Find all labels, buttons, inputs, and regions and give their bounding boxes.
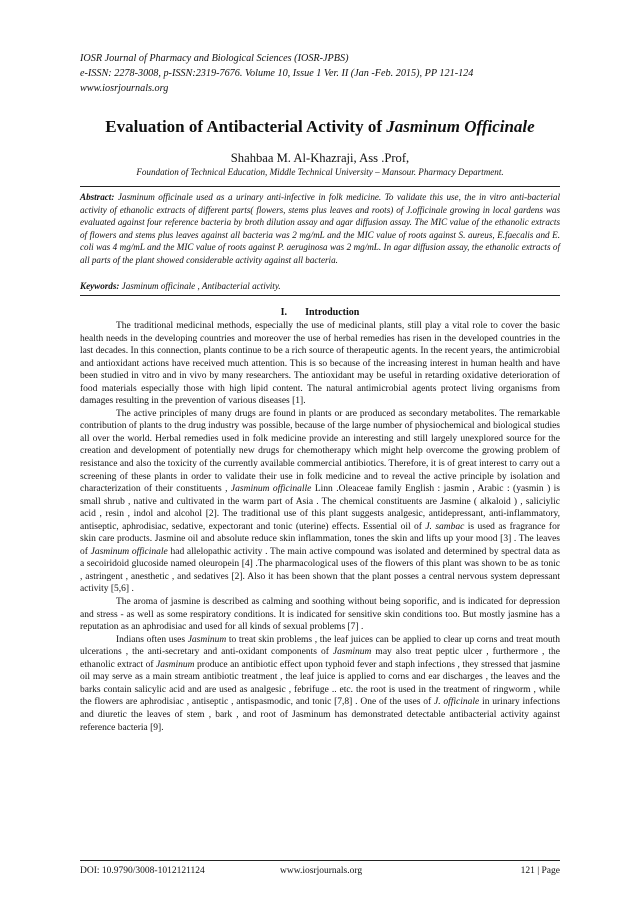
- italic-text: Jasminum officinalle: [230, 484, 312, 495]
- paragraph-text: in urinary infections and diuretic the leaves of stem , bark , and root of Jasminum has demonstrated detectable antibacterial activity against reference bacteria [9].: [80, 697, 560, 733]
- journal-header: [80, 51, 560, 96]
- abstract-label: Abstract:: [80, 192, 115, 202]
- keywords-label: Keywords:: [80, 281, 120, 291]
- paragraph-text: The traditional medicinal methods, especially the use of medicinal plants, still play a vital role to cover the basic health needs in the developing countries and moreover the use of herbal remedies has risen in the developed countries in the last decades. In this connection, plants continue to be a rich source of therapeutic agents. In the recent years, the antimicrobial and antioxidant actions have received much attention. This is so because of the increasing interest in human health and have been studied in vitro and in vivo by many researchers. The antioxidant may be useful in retarding oxidative deterioration of food materials especially those with high lipid content. The natural antimicrobial agents protect living organisms from damages resulting in the prevention of various diseases [1].: [80, 321, 560, 407]
- keywords-text: Jasminum officinale , Antibacterial activity.: [119, 281, 281, 291]
- paper-title-species: Jasminum Officinale: [386, 117, 535, 136]
- section-heading: [80, 307, 560, 319]
- paragraph-text: Linn .Oleaceae family English : jasmin , Arabic : (yasmin ) is small shrub , native and cultivated in the warm part of Asia . The chemical constituents are Jasmine ( alkaloid ) , saliciylic acid , resin , indol and alcohol [2]. The traditional use of this plant suggests analgesic, antidepressant, anti-inflammatory, antiseptic, aphrodisiac, sedative, expectorant and tonic (uterine) effects. Essential oil of: [80, 484, 561, 532]
- paragraph: [80, 320, 560, 408]
- footer-rule: [80, 860, 560, 861]
- paragraph-text: is used as fragrance for skin care products. Jasmine oil and absolute reduce skin inflammation, tones the skin and lifts up your mood [3] . The leaves of: [80, 521, 560, 557]
- abstract-bottom-rule: [80, 295, 560, 296]
- paragraph: [80, 596, 560, 634]
- footer-doi: DOI: 10.9790/3008-1012121124: [80, 866, 205, 876]
- journal-name: IOSR Journal of Pharmacy and Biological Sciences (IOSR-JPBS): [80, 53, 349, 64]
- italic-text: Jasminum: [187, 634, 227, 645]
- page-footer: [80, 864, 560, 878]
- abstract-text: Jasminum officinale used as a urinary anti-infective in folk medicine. To validate this use, the in vitro anti-bacterial activity of ethanolic extracts of different parts( flowers, stems plus leaves and roots) of J.officinale growing in local gardens was evaluated against four reference bacteria by broth dilution assay and agar diffusion assay. The MIC value of the ethanolic extracts of flowers and stems plus leaves against all bacteria was 2 mg/mL and the MIC value of roots against S. aureus, E.faecalis and E. coli was 4 mg/mL and the MIC value of roots against P. aeruginosa was 2 mg/mL. In agar diffusion assay, the ethanolic extracts of all parts of the plant showed considerable activity against all bacteria.: [80, 192, 560, 265]
- italic-text: J. sambac: [425, 521, 465, 532]
- paragraph: [80, 634, 560, 734]
- italic-text: J. officinale: [433, 697, 480, 708]
- affiliation: Foundation of Technical Education, Middle Technical University – Mansour. Pharmacy Department.: [136, 167, 504, 177]
- paragraph-text: The active principles of many drugs are found in plants or are produced as secondary metabolites. The remarkable contribution of plants to the drug industry was possible, because of the large number of physiochemical and biological studies all over the world. Herbal remedies used in folk medicine provide an interesting and still largely unexplored source for the creation and development of potentially new drugs for chemotherapy which might help overcome the growing problem of resistance and also the toxicity of the currently available commercial antibiotics. Therefore, it is of great interest to carry out a screening of these plants in order to validate their use in folk medicine and to reveal the active principle by isolation and characterization of their constituents ,: [80, 408, 560, 495]
- paper-title-prefix: Evaluation of Antibacterial Activity of: [105, 117, 387, 136]
- footer-page-number: 121 | Page: [520, 866, 560, 876]
- paragraph-text: to treat skin problems , the leaf juices can be applied to clear up corns and treat mouth ulcerations , the anti-secretary and anti-oxidant components of: [80, 634, 560, 658]
- paragraph-text: Indians often uses: [116, 634, 188, 645]
- paragraph-text: had allelopathic activity . The main active compound was isolated and determined by spectral data as a secoiridoid glucoside named oleuropein [4] .The pharmacological uses of the flowers of this plant was shown to be as tonic , astringent , anesthetic , and sedatives [2]. Also it has been shown that the plant posses a central nervous system depressant activity [5,6] .: [80, 546, 561, 595]
- section-title: Introduction: [305, 307, 360, 318]
- abstract: [80, 191, 560, 266]
- paper-title: [80, 116, 560, 138]
- section-number: I.: [280, 307, 288, 318]
- paragraph-text: The aroma of jasmine is described as calming and soothing without being soporific, and is indicated for depression and stress - as well as some respiratory conditions. It is indicated for sensitive skin conditions too. But mostly jasmine has a reputation as an aphrodisiac and used for all kinds of sexual problems [7] .: [80, 597, 560, 633]
- footer-url[interactable]: www.iosrjournals.org: [280, 866, 363, 876]
- authors: Shahbaa M. Al-Khazraji, Ass .Prof,: [230, 151, 410, 165]
- keywords: [80, 280, 560, 292]
- journal-url[interactable]: www.iosrjournals.org: [80, 83, 169, 94]
- italic-text: Jasminum officinale: [90, 546, 168, 557]
- introduction-body: [80, 320, 560, 734]
- paragraph-text: produce an antibiotic effect upon typhoid fever and staph infections , they stressed that jasmine oil may serve as a main stream antibiotic treatment , the leaf juice is applied to corns and ear discharges , the leaves and the barks contain salicylic acid and are used as analgesic , febrifuge .. etc. the root is used in the treatment of ringworm , while the flowers are aphrodisiac , antiseptic , antispasmodic, and tonic [7,8] . One of the uses of: [80, 659, 560, 708]
- paragraph: [80, 408, 560, 596]
- italic-text: Jasminum: [332, 647, 372, 658]
- italic-text: Jasminum: [156, 659, 195, 670]
- paragraph-text: may also treat peptic ulcer , furthermore , the ethanolic extract of: [80, 647, 560, 670]
- journal-issn: e-ISSN: 2278-3008, p-ISSN:2319-7676. Volume 10, Issue 1 Ver. II (Jan -Feb. 2015), PP 121-124: [80, 68, 474, 79]
- abstract-top-rule: [80, 186, 560, 187]
